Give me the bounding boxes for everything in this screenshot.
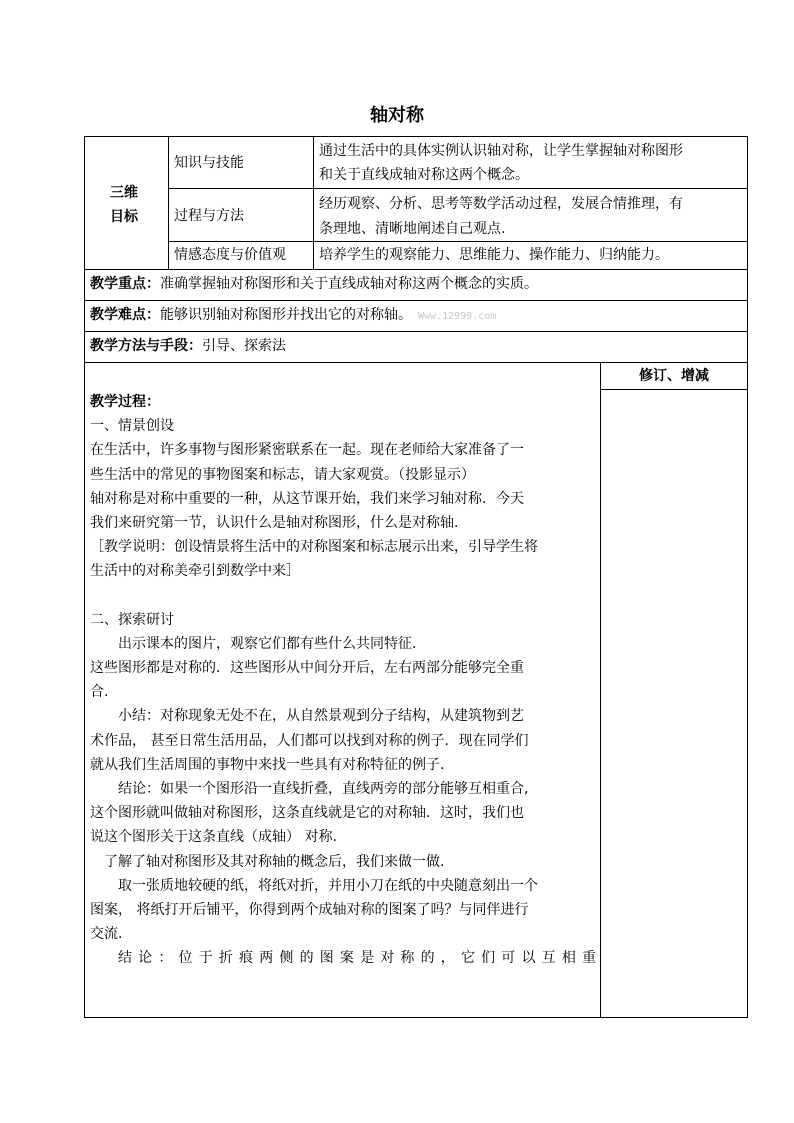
- difficulty-text: 能够识别轴对称图形并找出它的对称轴。: [160, 307, 412, 323]
- difficulty-label: 教学难点：: [90, 307, 160, 323]
- lesson-plan-table: [84, 136, 748, 1018]
- column-divider: [600, 362, 601, 1018]
- column-divider: [313, 136, 314, 269]
- objective-label-process: 过程与方法: [174, 208, 244, 224]
- paragraph-line: 出示课本的图片，观察它们都有些什么共同特征.: [118, 635, 417, 652]
- objective-text-process-2: 条理地、清晰地阐述自己观点.: [319, 221, 506, 237]
- paragraph-line: 轴对称是对称中重要的一种，从这节课开始，我们来学习轴对称．今天: [90, 490, 524, 507]
- method-row: [90, 333, 286, 359]
- objective-text-knowledge-2: 和关于直线成轴对称这两个概念。: [319, 167, 529, 183]
- row-divider: [168, 188, 748, 189]
- objective-label-attitude: 情感态度与价值观: [174, 247, 286, 263]
- objectives-category-line1: 三维: [110, 185, 138, 201]
- objective-text-attitude: 培养学生的观察能力、思维能力、操作能力、归纳能力。: [319, 247, 669, 263]
- paragraph-line: 说这个图形关于这条直线（成轴） 对称.: [90, 829, 337, 846]
- paragraph-line: 交流.: [90, 926, 123, 943]
- paragraph-line: 结论：位于折痕两侧的图案是对称的，它们可以互相重: [118, 950, 596, 967]
- difficulty-row: [90, 302, 496, 330]
- paragraph-line: 这些图形都是对称的．这些图形从中间分开后，左右两部分能够完全重: [90, 660, 524, 677]
- row-divider: [84, 331, 748, 332]
- process-heading: 教学过程：: [90, 394, 160, 410]
- method-label: 教学方法与手段：: [90, 338, 202, 354]
- table-border-bottom: [84, 1017, 748, 1018]
- key-point-label: 教学重点：: [90, 276, 160, 292]
- paragraph-line: 就从我们生活周围的事物中来找一些具有对称特征的例子.: [90, 756, 445, 773]
- paragraph-line: 这个图形就叫做轴对称图形，这条直线就是它的对称轴．这时，我们也: [90, 805, 524, 822]
- column-divider: [168, 136, 169, 269]
- row-divider: [84, 269, 748, 270]
- table-border-right: [747, 136, 748, 1018]
- method-text: 引导、探索法: [202, 338, 286, 354]
- page-title: 轴对称: [370, 105, 424, 126]
- paragraph-line: 结论：如果一个图形沿一直线折叠，直线两旁的部分能够互相重合,: [118, 781, 529, 797]
- teaching-process: [90, 390, 596, 971]
- objective-text-knowledge-1: 通过生活中的具体实例认识轴对称，让学生掌握轴对称图形: [319, 143, 683, 159]
- paragraph-line: 图案， 将纸打开后铺平，你得到两个成轴对称的图案了吗？与同伴进行: [90, 901, 529, 918]
- revision-header: 修订、增减: [639, 368, 709, 384]
- paragraph-line: 取一张质地较硬的纸，将纸对折，并用小刀在纸的中央随意刻出一个: [118, 877, 538, 894]
- section-heading-2: 二、探索研讨: [90, 611, 174, 628]
- paragraph-line: 术作品， 甚至日常生活用品，人们都可以找到对称的例子．现在同学们: [90, 732, 529, 749]
- key-point-text: 准确掌握轴对称图形和关于直线成轴对称这两个概念的实质。: [160, 276, 538, 292]
- objective-text-process-1: 经历观察、分析、思考等数学活动过程，发展合情推理，有: [319, 196, 683, 212]
- table-border-top: [84, 136, 748, 137]
- watermark-text: Www.12999.com: [418, 311, 497, 322]
- paragraph-line: 些生活中的常见的事物图案和标志，请大家观赏。（投影显示）: [90, 466, 475, 483]
- paragraph-line: 我们来研究第一节，认识什么是轴对称图形，什么是对称轴.: [90, 514, 459, 531]
- row-divider: [600, 389, 748, 390]
- blank-line: [90, 584, 596, 608]
- paragraph-line: 小结：对称现象无处不在，从自然景观到分子结构，从建筑物到艺: [118, 708, 524, 725]
- objective-label-knowledge: 知识与技能: [174, 155, 244, 171]
- row-divider: [84, 300, 748, 301]
- key-point-row: [90, 271, 538, 297]
- paragraph-line: 合.: [90, 684, 109, 701]
- section-heading-1: 一、情景创设: [90, 418, 174, 435]
- table-border-left: [84, 136, 85, 1018]
- paragraph-line: 在生活中，许多事物与图形紧密联系在一起。现在老师给大家准备了一: [90, 442, 524, 459]
- paragraph-line: ［教学说明：创设情景将生活中的对称图案和标志展示出来，引导学生将: [90, 539, 538, 556]
- paragraph-line: 了解了轴对称图形及其对称轴的概念后，我们来做一做.: [104, 853, 445, 870]
- paragraph-line: 生活中的对称美牵引到数学中来］: [90, 563, 300, 580]
- objectives-category-line2: 目标: [110, 209, 138, 225]
